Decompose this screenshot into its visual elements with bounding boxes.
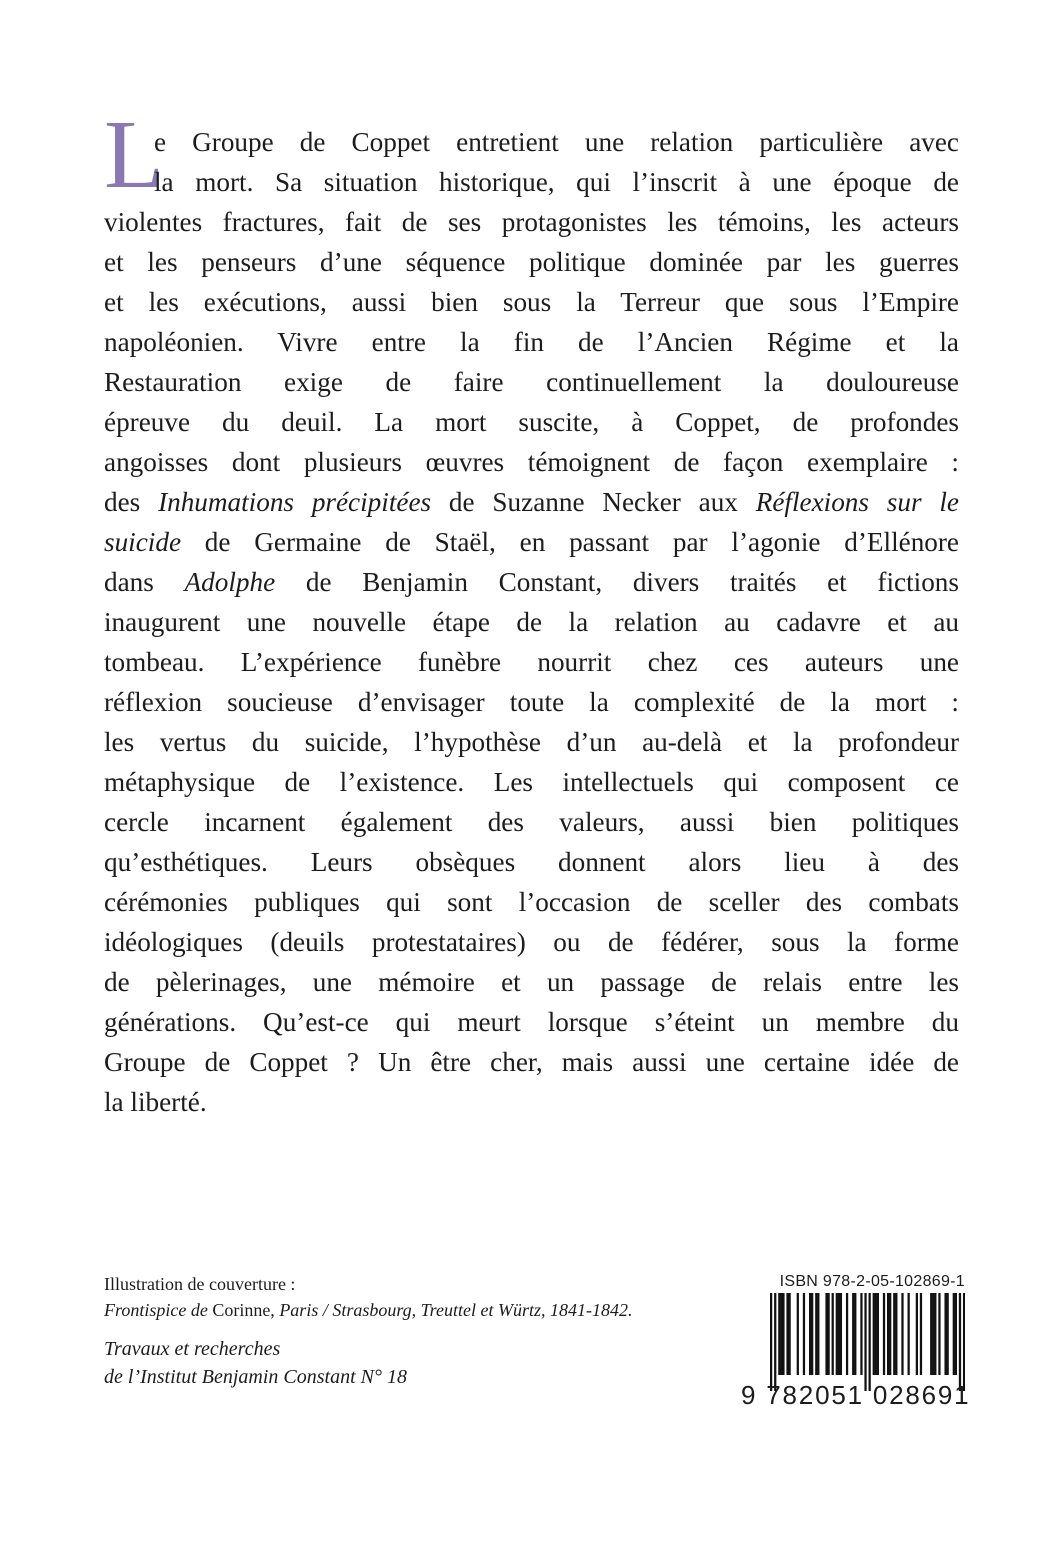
barcode-bar xyxy=(944,1293,946,1375)
credit-italic-2: Paris / Strasbourg, Treuttel et Würtz, 1841-1842. xyxy=(279,1300,633,1320)
barcode-bar xyxy=(920,1293,922,1375)
barcode-digits: 9 782051 028691 xyxy=(741,1380,971,1410)
text-run: violentes fractures, fait de ses protagonistes les témoins, les acteurs xyxy=(104,207,959,237)
barcode-bar xyxy=(809,1293,811,1375)
barcode-bar xyxy=(887,1293,889,1375)
text-run: générations. Qu’est-ce qui meurt lorsque s’éteint un membre du xyxy=(104,1007,959,1037)
barcode-bar xyxy=(840,1293,842,1375)
barcode-bar xyxy=(782,1293,784,1375)
blurb-line xyxy=(104,282,959,322)
barcode-bar xyxy=(770,1293,772,1391)
text-run: de Benjamin Constant, divers traités et fictions xyxy=(275,567,959,597)
italic-title: Réflexions sur le xyxy=(755,487,959,517)
barcode-bar xyxy=(832,1293,834,1375)
isbn-label: ISBN 978-2-05-102869-1 xyxy=(779,1273,965,1290)
barcode-bar xyxy=(788,1293,790,1375)
barcode-bar xyxy=(869,1293,871,1391)
barcode-bar xyxy=(893,1293,895,1375)
barcode-bar xyxy=(889,1293,891,1375)
barcode-bar xyxy=(938,1293,940,1375)
barcode-bar xyxy=(895,1293,897,1375)
italic-title: suicide xyxy=(104,527,182,557)
text-run: métaphysique de l’existence. Les intellectuels qui composent ce xyxy=(104,767,959,797)
text-run: idéologiques (deuils protestataires) ou de fédérer, sous la forme xyxy=(104,927,959,957)
blurb-line xyxy=(104,922,959,962)
text-run: Groupe de Coppet ? Un être cher, mais aussi une certaine idée de xyxy=(104,1047,959,1077)
barcode-bar xyxy=(873,1293,875,1375)
blurb-line xyxy=(104,642,959,682)
text-run: la liberté. xyxy=(104,1087,207,1117)
blurb-line xyxy=(104,362,959,402)
isbn-block xyxy=(770,1273,965,1391)
blurb-line xyxy=(104,682,959,722)
credit-title: Corinne, xyxy=(207,1300,280,1320)
blurb-line xyxy=(104,962,959,1002)
series-line-1: Travaux et recherches xyxy=(104,1338,281,1360)
barcode-bar xyxy=(916,1293,918,1375)
blurb-line xyxy=(104,482,959,522)
barcode-bar xyxy=(797,1293,799,1375)
text-run: la mort. Sa situation historique, qui l’inscrit à une époque de xyxy=(154,167,959,197)
text-run: qu’esthétiques. Leurs obsèques donnent alors lieu à des xyxy=(104,847,959,877)
credit-source xyxy=(104,1297,633,1323)
text-run: de pèlerinages, une mémoire et un passage de relais entre les xyxy=(104,967,959,997)
barcode-bar xyxy=(877,1293,879,1375)
barcode-bar xyxy=(815,1293,817,1375)
barcode-bar xyxy=(934,1293,936,1375)
drop-cap: L xyxy=(104,101,164,209)
barcode-bar xyxy=(774,1293,776,1391)
barcode-bar xyxy=(875,1293,877,1375)
blurb-line xyxy=(104,882,959,922)
text-run: et les penseurs d’une séquence politique dominée par les guerres xyxy=(104,247,959,277)
text-run: e Groupe de Coppet entretient une relation particulière avec xyxy=(154,127,959,157)
blurb-line xyxy=(104,1002,959,1042)
blurb-line xyxy=(104,522,959,562)
back-cover-blurb xyxy=(104,122,959,1122)
barcode-bar xyxy=(959,1293,961,1391)
barcode-bar xyxy=(778,1293,780,1375)
text-run: des xyxy=(104,487,159,517)
barcode-bar xyxy=(780,1293,782,1375)
barcode-bar xyxy=(932,1293,934,1375)
series-info xyxy=(104,1335,407,1391)
barcode xyxy=(770,1293,965,1391)
barcode-bar xyxy=(854,1293,856,1375)
barcode-bar xyxy=(901,1293,903,1375)
text-run: cérémonies publiques qui sont l’occasion de sceller des combats xyxy=(104,887,959,917)
credit-label: Illustration de couverture : xyxy=(104,1274,296,1294)
text-run: angoisses dont plusieurs œuvres témoignent de façon exemplaire : xyxy=(104,447,959,477)
barcode-bar xyxy=(838,1293,840,1375)
barcode-bar xyxy=(803,1293,805,1375)
barcode-bar xyxy=(963,1293,965,1391)
barcode-bar xyxy=(811,1293,813,1375)
text-run: et les exécutions, aussi bien sous la Terreur que sous l’Empire xyxy=(104,287,959,317)
barcode-bar xyxy=(860,1293,862,1375)
blurb-line xyxy=(104,562,959,602)
italic-title: Adolphe xyxy=(184,567,276,597)
barcode-bar xyxy=(827,1293,829,1375)
text-run: épreuve du deuil. La mort suscite, à Coppet, de profondes xyxy=(104,407,959,437)
blurb-line xyxy=(104,1042,959,1082)
text-run: de Germaine de Staël, en passant par l’agonie d’Ellénore xyxy=(181,527,959,557)
text-run: inaugurent une nouvelle étape de la relation au cadavre et au xyxy=(104,607,959,637)
text-run: napoléonien. Vivre entre la fin de l’Ancien Régime et la xyxy=(104,327,959,357)
barcode-bar xyxy=(846,1293,848,1375)
blurb-line xyxy=(104,402,959,442)
barcode-bar xyxy=(817,1293,819,1375)
barcode-bar xyxy=(930,1293,932,1375)
blurb-line xyxy=(104,1082,959,1122)
barcode-bar xyxy=(864,1293,866,1391)
blurb-line xyxy=(104,442,959,482)
barcode-bar xyxy=(836,1293,838,1375)
italic-title: Inhumations précipitées xyxy=(158,487,432,517)
text-run: tombeau. L’expérience funèbre nourrit chez ces auteurs une xyxy=(104,647,959,677)
blurb-line xyxy=(104,122,959,162)
barcode-bar xyxy=(825,1293,827,1375)
text-run: dans xyxy=(104,567,185,597)
barcode-bar xyxy=(947,1293,949,1375)
barcode-bar xyxy=(953,1293,955,1375)
blurb-line xyxy=(104,722,959,762)
barcode-bars xyxy=(770,1293,965,1391)
barcode-bar xyxy=(955,1293,957,1375)
barcode-bar xyxy=(852,1293,854,1375)
text-run: de Suzanne Necker aux xyxy=(431,487,756,517)
series-line-2: de l’Institut Benjamin Constant N° 18 xyxy=(104,1366,407,1388)
blurb-line xyxy=(104,322,959,362)
text-run: réflexion soucieuse d’envisager toute la complexité de la mort : xyxy=(104,687,959,717)
credit-italic-1: Frontispice de xyxy=(104,1300,208,1320)
barcode-bar xyxy=(908,1293,910,1375)
cover-illustration-credit xyxy=(104,1271,633,1323)
blurb-line xyxy=(104,602,959,642)
text-run: les vertus du suicide, l’hypothèse d’un au-delà et la profondeur xyxy=(104,727,959,757)
text-run: Restauration exige de faire continuellement la douloureuse xyxy=(104,367,959,397)
blurb-line xyxy=(104,242,959,282)
blurb-line xyxy=(104,202,959,242)
barcode-bar xyxy=(883,1293,885,1375)
blurb-line xyxy=(104,842,959,882)
blurb-line xyxy=(104,802,959,842)
text-run: cercle incarnent également des valeurs, aussi bien politiques xyxy=(104,807,959,837)
barcode-bar xyxy=(786,1293,788,1375)
blurb-line xyxy=(104,762,959,802)
blurb-line xyxy=(104,162,959,202)
